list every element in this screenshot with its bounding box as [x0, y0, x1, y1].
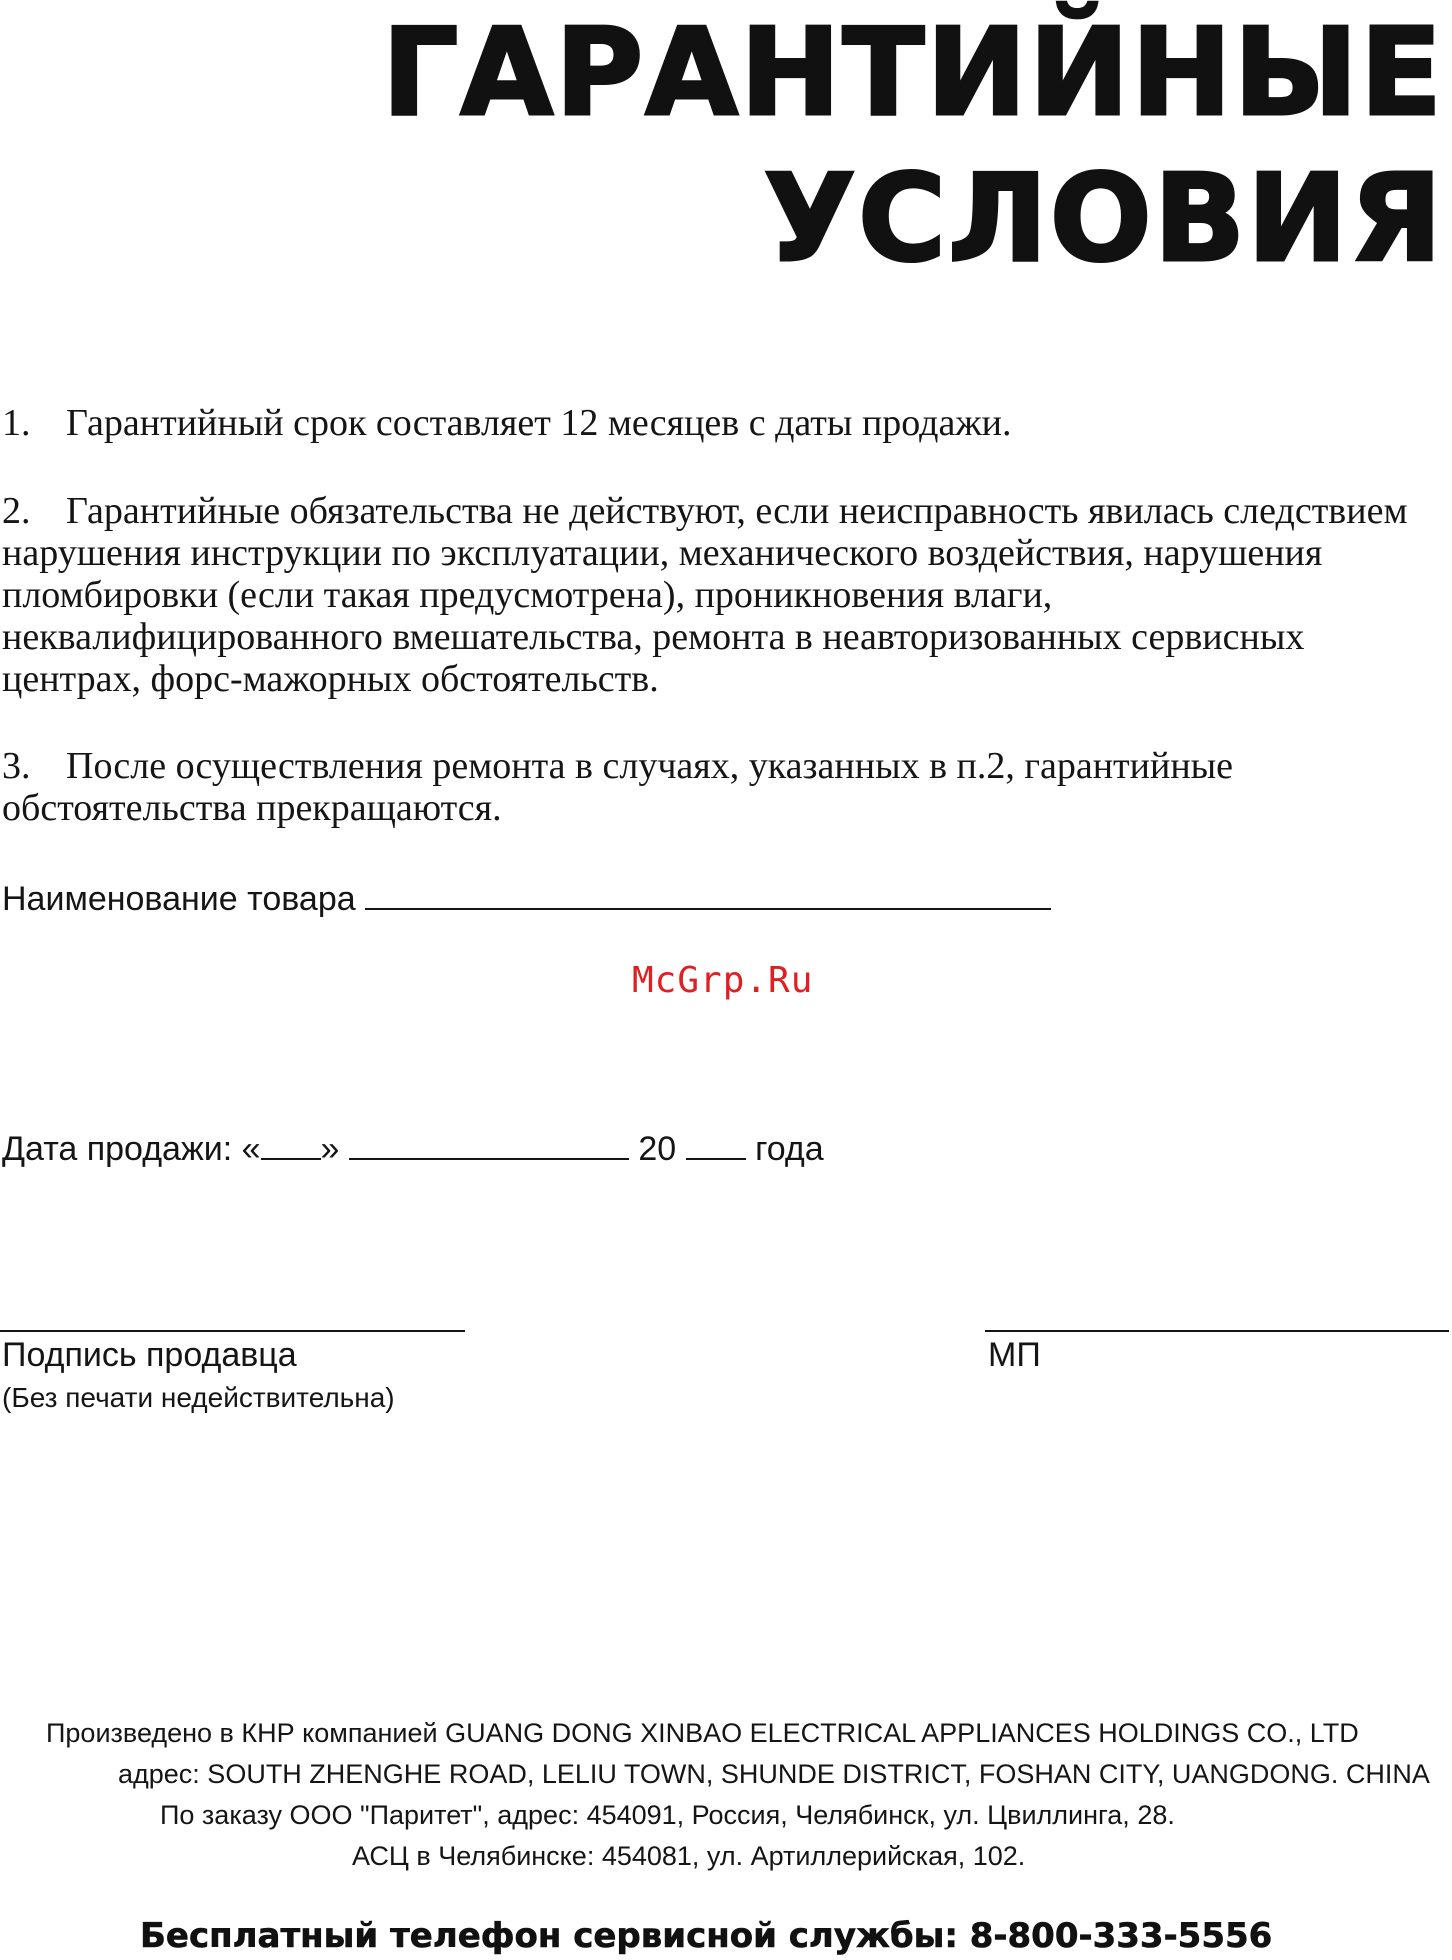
warranty-term-3 [2, 745, 1442, 829]
hotline: Бесплатный телефон сервисной службы: 8-800-333-5556 [140, 1916, 1273, 1956]
page-title-line-1: ГАРАНТИЙНЫЕ [381, 4, 1444, 143]
footer-address: адрес: SOUTH ZHENGHE ROAD, LELIU TOWN, SHUNDE DISTRICT, FOSHAN CITY, UANGDONG. CHINA [118, 1759, 1430, 1789]
term-text: После осуществления ремонта в случаях, указанных в п.2, гарантийные обстоятельства прекращаются. [2, 745, 1234, 829]
term-text: Гарантийные обязательства не действуют, если неисправность явилась следствием нарушения инструкции по эксплуатации, механического воздействия, нарушения пломбировки (если такая предусмотрена), проникновения влаги, неквалифицированного вмешательства, ремонта в неавторизованных сервисных центрах, форс-мажорных обстоятельств. [2, 490, 1408, 700]
year-suffix: года [755, 1130, 824, 1168]
sale-month-blank[interactable] [349, 1128, 629, 1160]
stamp-line[interactable] [985, 1330, 1449, 1332]
seller-signature-line[interactable] [0, 1330, 465, 1332]
sale-date-label: Дата продажи: [2, 1130, 233, 1168]
sale-year-blank[interactable] [686, 1128, 746, 1160]
seller-signature-note: (Без печати недействительна) [2, 1382, 395, 1413]
product-name-blank[interactable] [365, 878, 1051, 910]
product-name-row [2, 878, 1051, 919]
product-name-label: Наименование товара [2, 880, 356, 918]
watermark: McGrp.Ru [632, 960, 814, 1001]
footer-order: По заказу ООО "Паритет", адрес: 454091, Россия, Челябинск, ул. Цвиллинга, 28. [160, 1800, 1175, 1830]
year-prefix: 20 [638, 1130, 677, 1168]
footer-service-center: АСЦ в Челябинске: 454081, ул. Артиллерийская, 102. [352, 1841, 1026, 1871]
page-title-line-2: УСЛОВИЯ [763, 150, 1444, 289]
warranty-term-2 [2, 490, 1442, 700]
seller-signature-label: Подпись продавца [2, 1336, 297, 1374]
quote-open: « [241, 1130, 261, 1168]
sale-date-row [2, 1128, 824, 1169]
stamp-label: МП [988, 1336, 1041, 1374]
term-number: 3. [2, 745, 31, 787]
sale-day-blank[interactable] [261, 1128, 321, 1160]
term-number: 1. [2, 402, 31, 444]
term-text: Гарантийный срок составляет 12 месяцев с даты продажи. [66, 402, 1012, 444]
footer-manufacturer: Произведено в КНР компанией GUANG DONG XINBAO ELECTRICAL APPLIANCES HOLDINGS CO., LTD [46, 1718, 1359, 1748]
term-number: 2. [2, 490, 31, 532]
quote-close: » [320, 1130, 340, 1168]
warranty-term-1 [2, 402, 1442, 444]
